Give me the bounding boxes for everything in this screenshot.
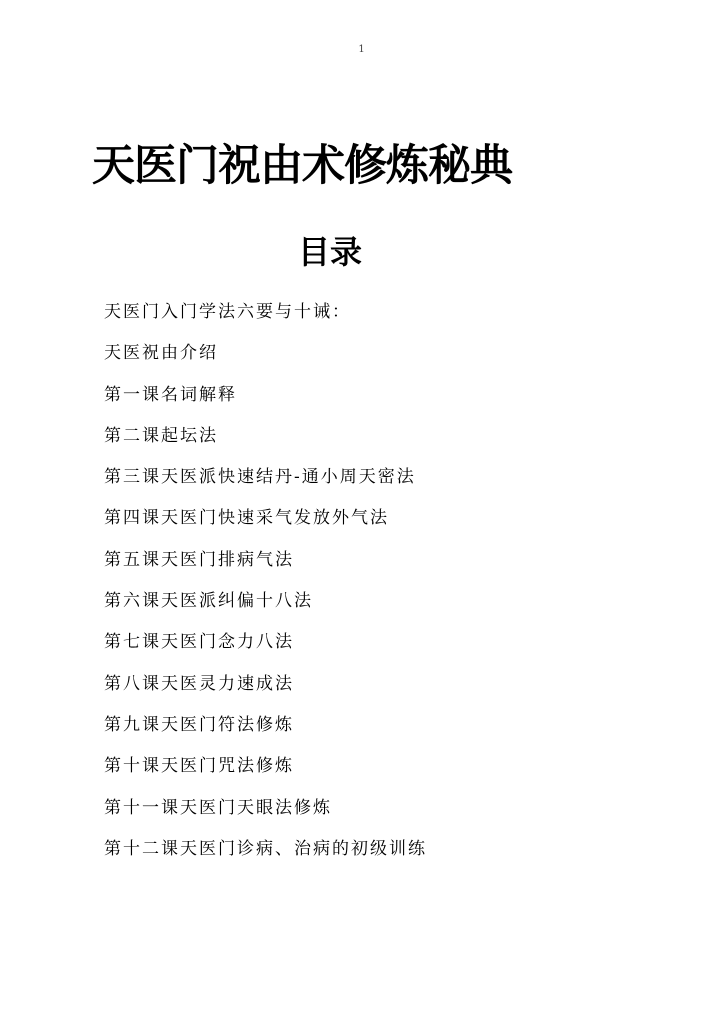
toc-item-lesson-10[interactable]: 第十课天医门咒法修炼 bbox=[104, 756, 294, 777]
toc-item-lesson-5[interactable]: 第五课天医门排病气法 bbox=[104, 549, 294, 570]
table-of-contents bbox=[104, 294, 704, 872]
toc-item-lesson-11[interactable]: 第十一课天医门天眼法修炼 bbox=[104, 797, 332, 818]
toc-item-lesson-7[interactable]: 第七课天医门念力八法 bbox=[104, 632, 294, 653]
toc-heading: 目录 bbox=[297, 233, 362, 271]
page-number: 1 bbox=[358, 44, 365, 55]
toc-item-intro-rules[interactable]: 天医门入门学法六要与十诫： bbox=[104, 302, 351, 322]
toc-item-lesson-9[interactable]: 第九课天医门符法修炼 bbox=[104, 714, 294, 735]
document-title: 天医门祝由术修炼秘典 bbox=[92, 141, 512, 191]
toc-item-lesson-2[interactable]: 第二课起坛法 bbox=[104, 425, 218, 446]
toc-item-lesson-12[interactable]: 第十二课天医门诊病、治病的初级训练 bbox=[104, 838, 427, 859]
toc-item-zhuyou-intro[interactable]: 天医祝由介绍 bbox=[104, 343, 218, 364]
toc-item-lesson-4[interactable]: 第四课天医门快速采气发放外气法 bbox=[104, 508, 389, 529]
toc-item-lesson-6[interactable]: 第六课天医派纠偏十八法 bbox=[104, 591, 313, 612]
toc-item-lesson-8[interactable]: 第八课天医灵力速成法 bbox=[104, 673, 294, 694]
toc-item-lesson-1[interactable]: 第一课名词解释 bbox=[104, 384, 237, 405]
toc-item-lesson-3[interactable]: 第三课天医派快速结丹-通小周天密法 bbox=[104, 467, 416, 488]
